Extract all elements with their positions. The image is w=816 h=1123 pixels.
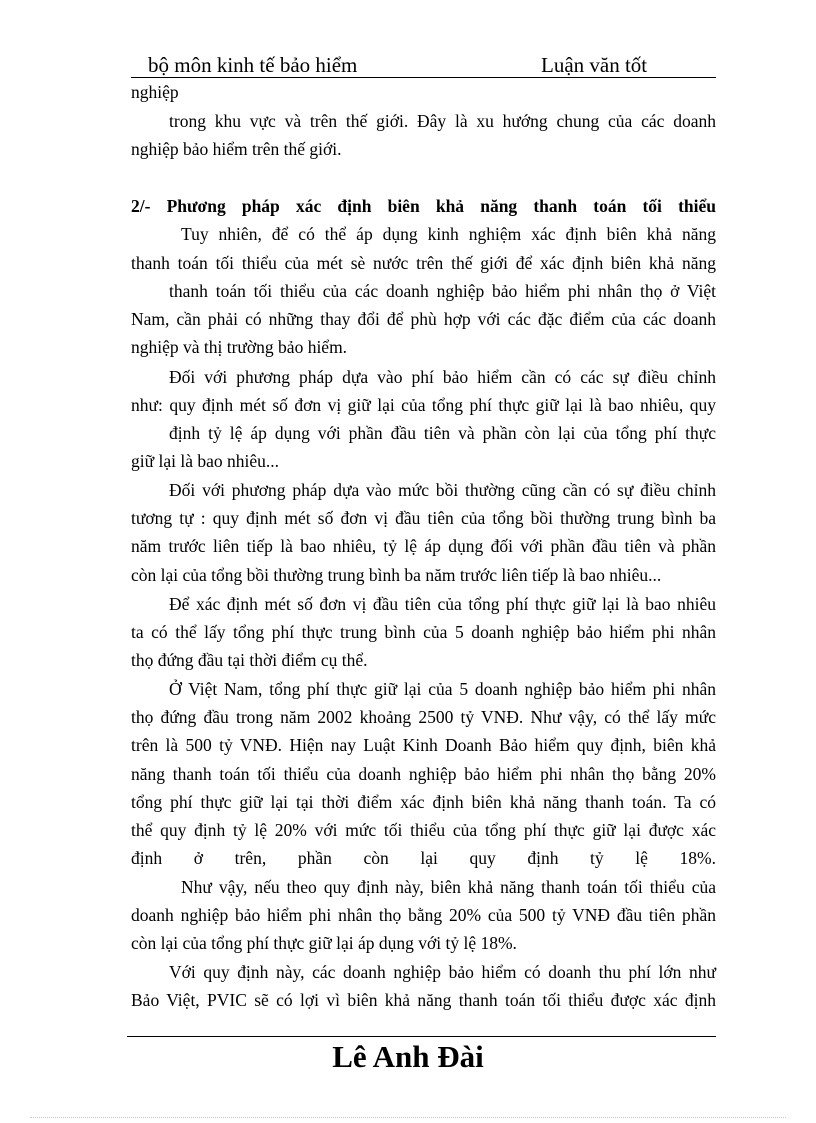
text-line: Với quy định này, các doanh nghiệp bảo hiểm có doanh thu phí lớn như: [169, 962, 716, 982]
text-line: trong khu vực và trên thế giới. Đây là xu hướng chung của các doanh: [169, 111, 716, 131]
text-line: trên là 500 tỷ VNĐ. Hiện nay Luật Kinh Doanh Bảo hiểm quy định, biên khả: [131, 735, 716, 755]
text-line: tương tự : quy định mét số đơn vị đầu tiên của tổng bồi thường trung bình ba: [131, 508, 716, 528]
text-line: Đối với phương pháp dựa vào mức bồi thường cũng cần có sự điều chỉnh: [169, 480, 716, 500]
text-line: giữ lại là bao nhiêu...: [131, 451, 279, 471]
page-edge-dotted-line: [30, 1117, 786, 1118]
text-line: định tỷ lệ áp dụng với phần đầu tiên và phần còn lại của tổng phí thực: [169, 423, 716, 443]
text-line: Nam, cần phải có những thay đổi để phù hợp với các đặc điểm của các doanh: [131, 309, 716, 329]
footer-rule: [127, 1036, 716, 1037]
text-line: ta có thể lấy tổng phí thực trung bình của 5 doanh nghiệp bảo hiểm phi nhân: [131, 622, 716, 642]
header-document-type: Luận văn tốt: [541, 53, 648, 77]
text-line: thanh toán tối thiểu của các doanh nghiệp bảo hiểm phi nhân thọ ở Việt: [169, 281, 716, 301]
header-rule: [131, 77, 716, 78]
text-line: thọ đứng đầu tại thời điểm cụ thể.: [131, 650, 368, 670]
text-line: năng thanh toán tối thiểu của doanh nghiệp bảo hiểm phi nhân thọ bằng 20%: [131, 764, 716, 784]
text-line: như: quy định mét số đơn vị giữ lại của tổng phí thực giữ lại là bao nhiêu, quy: [131, 395, 716, 415]
text-line: thể quy định tỷ lệ 20% với mức tối thiểu của tổng phí thực giữ lại được xác: [131, 820, 716, 840]
text-line: nghiệp: [131, 82, 179, 102]
footer-author: Lê Anh Đài: [332, 1039, 484, 1074]
text-line: doanh nghiệp bảo hiểm phi nhân thọ bằng 20% của 500 tỷ VNĐ đầu tiên phần: [131, 905, 716, 925]
text-line: Như vậy, nếu theo quy định này, biên khả năng thanh toán tối thiểu của: [181, 877, 716, 897]
header-subject: bộ môn kinh tế bảo hiểm: [148, 53, 358, 77]
text-line: còn lại của tổng phí thực giữ lại áp dụng với tỷ lệ 18%.: [131, 933, 517, 953]
text-line: Bảo Việt, PVIC sẽ có lợi vì biên khả năng thanh toán tối thiểu được xác định: [131, 990, 716, 1010]
text-line: năm trước liên tiếp là bao nhiêu, tỷ lệ áp dụng đối với phần đầu tiên và phần: [131, 536, 716, 556]
text-line: định ở trên, phần còn lại quy định tỷ lệ 18%.: [131, 848, 716, 868]
text-line: nghiệp bảo hiểm trên thế giới.: [131, 139, 342, 159]
section-heading: 2/- Phương pháp xác định biên khả năng thanh toán tối thiểu: [131, 196, 716, 216]
text-line: nghiệp và thị trường bảo hiểm.: [131, 337, 348, 357]
text-line: còn lại của tổng bồi thường trung bình ba năm trước liên tiếp là bao nhiêu...: [131, 565, 662, 585]
text-line: Để xác định mét số đơn vị đầu tiên của tổng phí thực giữ lại là bao nhiêu: [169, 594, 716, 614]
text-line: tổng phí thực giữ lại tại thời điểm xác định biên khả năng thanh toán. Ta có: [131, 792, 716, 812]
text-line: Ở Việt Nam, tổng phí thực giữ lại của 5 doanh nghiệp bảo hiểm phi nhân: [169, 679, 716, 699]
text-line: thọ đứng đầu trong năm 2002 khoảng 2500 tỷ VNĐ. Như vậy, có thể lấy mức: [131, 707, 716, 727]
text-line: Tuy nhiên, để có thể áp dụng kinh nghiệm xác định biên khả năng: [181, 224, 716, 244]
text-line: Đối với phương pháp dựa vào phí bảo hiểm cần có các sự điều chỉnh: [169, 367, 716, 387]
text-line: thanh toán tối thiểu của mét sè nước trên thế giới để xác định biên khả năng: [131, 253, 716, 273]
